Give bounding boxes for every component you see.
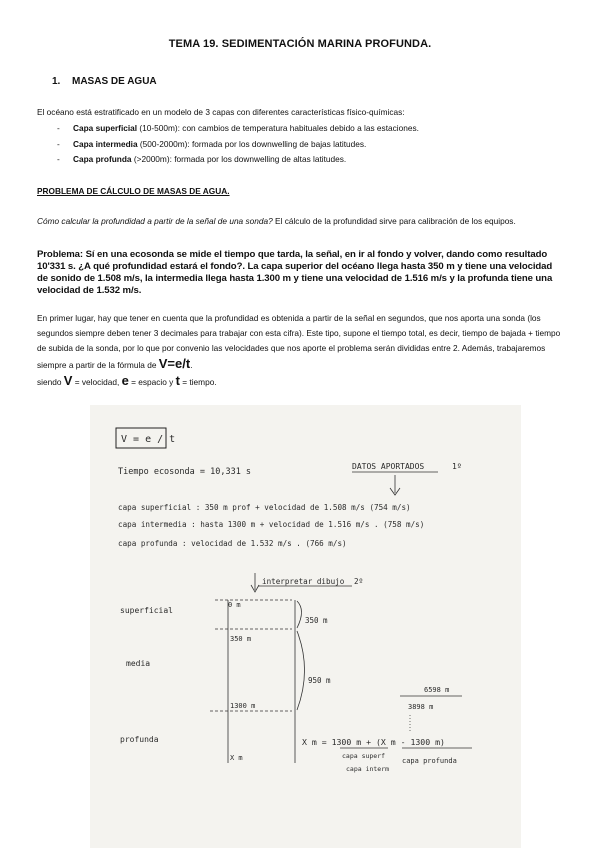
page-title: TEMA 19. SEDIMENTACIÓN MARINA PROFUNDA.: [168, 38, 432, 50]
layer-desc: (10-500m): con cambios de temperatura habituales debido a las estaciones.: [137, 123, 419, 133]
symbol-e: e: [121, 373, 129, 388]
interpretar-number: 2º: [354, 577, 364, 586]
label-media: media: [126, 659, 151, 668]
label-superficial: superficial: [120, 606, 173, 615]
intermedia-line: capa intermedia : hasta 1300 m + velocidad de 1.516 m/s . (758 m/s): [118, 520, 425, 529]
layer-name: Capa intermedia: [73, 138, 138, 149]
height-950: 950 m: [308, 676, 331, 685]
formula: V=e/t: [158, 356, 191, 371]
datos-label: DATOS APORTADOS: [352, 462, 425, 471]
note-6598: 6598 m: [424, 686, 450, 694]
section-title: MASAS DE AGUA: [72, 76, 157, 87]
explanation-text: En primer lugar, hay que tener en cuenta que la profundidad es obtenida a partir de la señal en segundos, que nos aporta una sonda (los segundos siempre deben tener 3 decimales para trabajar con esta cifra). Este tipo, supone el tiempo total, es decir, tiempo de bajada + tiempo de subida de la sonda, por lo que por convenio las velocidades que nos aporte el problema serán divididas entre 2. Además, trabajaremos siempre a partir de la fórmula de: [37, 313, 561, 370]
question-paragraph: [37, 214, 565, 229]
list-item: [57, 137, 419, 153]
profunda-line: capa profunda : velocidad de 1.532 m/s . (766 m/s): [118, 539, 347, 548]
note-3898: 3898 m: [408, 703, 434, 711]
depth-1300: 1300 m: [230, 702, 256, 710]
handwritten-notes-image: [90, 405, 521, 848]
question-rest: El cálculo de la profundidad sirve para calibración de los equipos.: [272, 216, 516, 226]
eq-capa-interm: capa interm: [346, 765, 390, 773]
explanation-after: .: [190, 360, 193, 370]
intro-paragraph: El océano está estratificado en un modelo de 3 capas con diferentes características físico-químicas:: [37, 107, 405, 117]
layer-desc: (>2000m): formada por los downwelling de altas latitudes.: [131, 154, 347, 164]
eq-capa-superf: capa superf: [342, 752, 386, 760]
layer-list: [57, 121, 419, 168]
layer-name: Capa superficial: [73, 123, 138, 133]
list-item: [57, 152, 419, 168]
brace-950: [297, 631, 305, 710]
interpretar-label: interpretar dibujo: [262, 577, 345, 586]
height-350: 350 m: [305, 616, 328, 625]
brace-350: [297, 601, 302, 628]
tiempo-text: Tiempo ecosonda = 10,331 s: [118, 467, 252, 477]
legend-a: siendo: [37, 377, 64, 387]
list-item: [57, 121, 419, 137]
explanation-paragraph: [37, 311, 565, 390]
section-number: 1.: [52, 76, 61, 87]
label-profunda: profunda: [120, 735, 159, 744]
symbol-v: V: [63, 373, 73, 388]
depth-equation: X m = 1300 m + (X m - 1300 m): [302, 737, 445, 747]
superficial-line: capa superficial : 350 m prof + velocidad de 1.508 m/s (754 m/s): [118, 503, 411, 512]
legend-c: = espacio y: [128, 377, 176, 387]
depth-0: 0 m: [228, 601, 241, 609]
layer-desc: (500-2000m): formada por los downwelling de bajas latitudes.: [137, 138, 367, 149]
problem-statement: Problema: Sí en una ecosonda se mide el tiempo que tarda, la señal, en ir al fondo y volver, dando como resultado 10'331 s. ¿A qué profundidad estará el fondo?. La capa superior del océano llega hasta 350 m y tiene una velocidad de sonido de 1.508 m/s, la intermedia llega hasta 1.300 m y tiene una velocidad de 1.516 m/s y la profunda tiene una velocidad de 1.532 m/s.: [37, 249, 553, 296]
formula-box-text: V = e / t: [121, 434, 176, 445]
datos-number: 1º: [452, 462, 462, 471]
section-heading: [52, 76, 157, 87]
depth-350: 350 m: [230, 635, 252, 643]
legend-b: = velocidad,: [72, 377, 122, 387]
layer-name: Capa profunda: [73, 154, 132, 164]
depth-x: X m: [230, 754, 243, 762]
problem-heading: PROBLEMA DE CÁLCULO DE MASAS DE AGUA.: [37, 186, 230, 196]
symbol-t: t: [175, 373, 180, 388]
question-italic: Cómo calcular la profundidad a partir de la señal de una sonda?: [37, 216, 273, 226]
legend-d: = tiempo.: [179, 377, 217, 387]
eq-capa-profunda: capa profunda: [402, 757, 457, 765]
